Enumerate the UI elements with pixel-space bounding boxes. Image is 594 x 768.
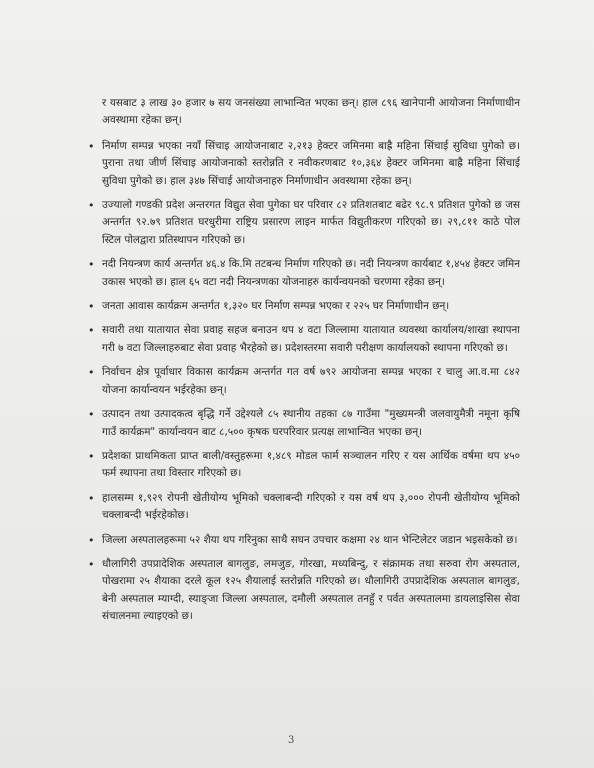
bullet-list [88,138,520,626]
list-item [88,406,520,441]
list-item-text: सवारी तथा यातायात सेवा प्रवाह सहज बनाउन थप ४ वटा जिल्लामा यातायात व्यवस्था कार्यालय/शाखा स्थापना गरी ७ वटा जिल्लाहरुबाट सेवा प्रवाह भैरहेको छ। प्रदेशस्तरमा सवारी परीक्षण कार्यालयको स्थापना गरिएको छ। [102,324,520,354]
list-item-text: नदी नियन्त्रण कार्य अन्तर्गत ४६.४ कि.मि तटबन्ध निर्माण गरिएको छ। नदी नियन्त्रण कार्यबाट १,४५४ हेक्टर जमिन उकास भएको छ। हाल ६५ वटा नदी नियन्त्रणका योजनाहरु कार्यन्वयनको चरणमा रहेका छन्। [102,258,520,288]
list-item-text: उज्यालो गण्डकी प्रदेश अन्तरगत विद्युत सेवा पुगेका घर परिवार ८२ प्रतिशतबाट बढेर ९८.९ प्रतिशत पुगेको छ जस अन्तर्गत ९२.७९ प्रतिशत घरधुरीमा राष्ट्रिय प्रसारण लाइन मार्फत विद्युतीकरण गरिएको छ। २९,८११ काठे पोल स्टिल पोलद्वारा प्रतिस्थापन गरिएको छ। [102,199,520,246]
list-item [88,532,520,549]
list-item-text: निर्वाचन क्षेत्र पूर्वाधार विकास कार्यक्रम अन्तर्गत गत वर्ष ७९२ आयोजना सम्पन्न भएका र चालु आ.व.मा ८४२ योजना कार्यान्वयन भईरहेका छन्। [102,366,520,396]
list-item [88,298,520,315]
page-number: 3 [288,735,295,746]
list-item [88,197,520,249]
list-item-text: उत्पादन तथा उत्पादकत्व बृद्धि गर्ने उद्देश्यले ८५ स्थानीय तहका ८७ गाउँमा "मुख्यमन्त्री जलवायुमैत्री नमूना कृषि गाउँ कार्यक्रम" कार्यान्वयन बाट ८,५०० कृषक घरपरिवार प्रत्यक्ष लाभान्वित भएका छन्। [102,408,520,438]
bullet-icon: • [88,557,95,571]
bullet-icon: • [88,491,95,505]
bullet-icon: • [88,139,95,153]
list-item [88,364,520,399]
list-item [88,138,520,190]
bullet-icon: • [88,533,95,547]
list-item [88,490,520,525]
bullet-icon: • [88,300,95,314]
list-item-text: जनता आवास कार्यक्रम अन्तर्गत १,३२० घर निर्माण सम्पन्न भएका र २२५ घर निर्माणाधीन छन्। [102,300,450,313]
list-item-text: निर्माण सम्पन्न भएका नयाँ सिंचाइ आयोजनाबाट २,२१३ हेक्टर जमिनमा बाह्रै महिना सिंचाई सुविधा पुगेको छ। पुराना तथा जीर्ण सिंचाइ आयोजनाको स्तरोन्नति र नवीकरणबाट १०,३६४ हेक्टर जमिनमा बाह्रै महिना सिंचाई सुविधा पुगेको छ। हाल ३४७ सिंचाई आयोजनाहरु निर्माणाधीन अवस्थामा रहेका छन्। [102,139,520,187]
list-item [88,556,520,626]
bullet-icon: • [88,366,95,380]
bullet-icon: • [88,199,95,213]
list-item-text: प्रदेशका प्राथमिकता प्राप्त बाली/वस्तुहरूमा १,४८९ मोडल फार्म सञ्चालन गरिए र यस आर्थिक वर्षमा थप ४५० फर्म स्थापना तथा विस्तार गरिएको छ। [102,449,520,480]
document-body [88,95,520,633]
bullet-icon: • [88,449,95,463]
list-item [88,256,520,291]
list-item-text: धौलागिरी उपप्रादेशिक अस्पताल बागलुङ, लमजुङ, गोरखा, मध्यबिन्दु, र संक्रामक तथा सरुवा रोग अस्पताल, पोखरामा २५ शैयाका दरले कूल १२५ शैयालाई स्तरोन्नति गरिएको छ। धौलागिरी उपप्रादेशिक अस्पताल बागलुङ, बेनी अस्पताल म्याग्दी, स्याङ्जा जिल्ला अस्पताल, दमौली अस्पताल तनहुँ र पर्वत अस्पतालमा डायलाइसिस सेवा संचालनमा ल्याइएको छ। [102,557,520,623]
list-item [88,322,520,357]
intro-paragraph: र यसबाट ३ लाख ३० हजार ७ सय जनसंख्या लाभान्वित भएका छन्। हाल ८९६ खानेपानी आयोजना निर्माणाधीन अवस्थामा रहेका छन्। [102,97,520,127]
list-item [88,448,520,483]
list-item-text: जिल्ला अस्पतालहरूमा ५२ शैया थप गरिनुका साथै सघन उपचार कक्षमा २४ थान भेन्टिलेटर जडान भइसकेको छ। [102,533,518,546]
bullet-icon: • [88,258,95,272]
bullet-icon: • [88,408,95,422]
list-item-text: हालसम्म १,९२९ रोपनी खेतीयोग्य भूमिको चक्लाबन्दी गरिएको र यस वर्ष थप ३,००० रोपनी खेतीयोग्य भूमिको चक्लाबन्दी भईरहेकोछ। [102,491,520,522]
bullet-icon: • [88,324,95,338]
